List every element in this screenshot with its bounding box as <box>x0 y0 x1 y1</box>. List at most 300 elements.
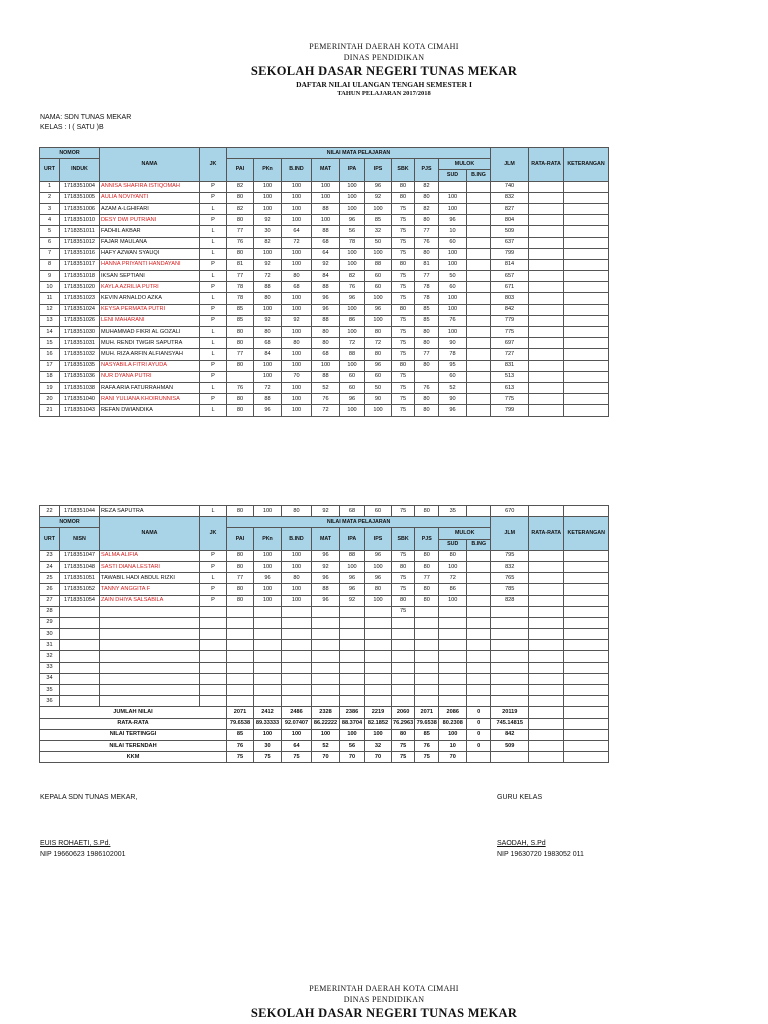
dept-heading-2: DINAS PENDIDIKAN <box>343 995 425 1004</box>
cell-rata-rata <box>529 327 564 338</box>
cell-sud: 100 <box>439 248 467 259</box>
gov-heading: PEMERINTAH DAERAH KOTA CIMAHI <box>309 42 459 51</box>
school-name-label: NAMA: SDN TUNAS MEKAR <box>40 114 132 121</box>
cell-urt: 8 <box>40 259 60 270</box>
cell-bind <box>282 673 312 684</box>
cell-keterangan <box>564 226 609 237</box>
cell-ips: 100 <box>365 595 392 606</box>
cell-sud: 90 <box>439 394 467 405</box>
cell-sbk: 80 <box>392 561 415 572</box>
cell-pjs: 77 <box>415 573 439 584</box>
cell-pjs <box>415 651 439 662</box>
cell-ips: 92 <box>365 192 392 203</box>
col-sud: SUD <box>439 170 467 181</box>
cell-nama: ZAIN DHIYA SALSABILA <box>100 595 200 606</box>
table-row <box>40 606 609 617</box>
cell-sbk: 80 <box>392 192 415 203</box>
cell-ipa: 96 <box>340 573 365 584</box>
cell-urt: 28 <box>40 606 60 617</box>
table-row <box>40 215 609 226</box>
summary-value: 32 <box>365 740 392 751</box>
cell-pai: 77 <box>227 573 254 584</box>
cell-ipa: 82 <box>340 271 365 282</box>
cell-jlm: 670 <box>491 506 529 517</box>
cell-jk <box>200 651 227 662</box>
cell-pjs: 80 <box>415 550 439 561</box>
cell-bing <box>467 304 491 315</box>
cell-ipa <box>340 685 365 696</box>
cell-sud: 100 <box>439 595 467 606</box>
cell-pjs: 80 <box>415 338 439 349</box>
cell-mat: 84 <box>312 271 340 282</box>
cell-ipa: 100 <box>340 304 365 315</box>
cell-bing <box>467 293 491 304</box>
col-mulok: MULOK <box>439 528 491 539</box>
cell-rata-rata <box>529 550 564 561</box>
cell-pjs: 80 <box>415 394 439 405</box>
report-title: DAFTAR NILAI ULANGAN TENGAH SEMESTER I <box>296 80 472 89</box>
cell-induk: 1718351040 <box>60 394 100 405</box>
col-id: INDUK <box>60 159 100 181</box>
summary-value: 80 <box>392 729 415 740</box>
cell-sbk: 80 <box>392 259 415 270</box>
cell-pai: 78 <box>227 293 254 304</box>
cell-mat: 92 <box>312 506 340 517</box>
cell-induk: 1718351018 <box>60 271 100 282</box>
cell-urt: 36 <box>40 696 60 707</box>
cell-induk: 1718351016 <box>60 248 100 259</box>
cell-jk: L <box>200 271 227 282</box>
cell-sbk: 75 <box>392 349 415 360</box>
summary-value: 2328 <box>312 707 340 718</box>
cell-ips <box>365 662 392 673</box>
cell-ips <box>365 640 392 651</box>
cell-keterangan <box>564 696 609 707</box>
cell-keterangan <box>564 685 609 696</box>
cell-sbk: 75 <box>392 573 415 584</box>
cell-nama: TAWABIL HADI ABDUL RIZKI <box>100 573 200 584</box>
cell-pkn: 100 <box>254 506 282 517</box>
cell-jk: P <box>200 304 227 315</box>
cell-nama: LENI MAHARANI <box>100 315 200 326</box>
cell-ipa: 100 <box>340 181 365 192</box>
col-nilai-mata-pelajaran: NILAI MATA PELAJARAN <box>227 517 491 528</box>
summary-value: 75 <box>282 752 312 763</box>
cell-rata-rata <box>529 271 564 282</box>
cell-pjs: 80 <box>415 215 439 226</box>
cell-pai <box>227 629 254 640</box>
cell-jlm <box>491 662 529 673</box>
cell-sbk: 75 <box>392 271 415 282</box>
cell-nama: RAFA ARIA FATURRAHMAN <box>100 382 200 393</box>
cell-pkn: 100 <box>254 595 282 606</box>
cell-induk: 1718351010 <box>60 215 100 226</box>
header-row-1 <box>40 148 609 159</box>
cell-induk: 1718351051 <box>60 573 100 584</box>
cell-sud <box>439 629 467 640</box>
cell-bing <box>467 640 491 651</box>
cell-ipa: 100 <box>340 327 365 338</box>
table-row <box>40 405 609 416</box>
summary-value: 76 <box>227 740 254 751</box>
cell-ipa <box>340 696 365 707</box>
cell-sbk <box>392 651 415 662</box>
cell-keterangan <box>564 360 609 371</box>
cell-bind <box>282 629 312 640</box>
cell-ips: 88 <box>365 259 392 270</box>
cell-bing <box>467 662 491 673</box>
cell-pjs: 80 <box>415 192 439 203</box>
cell-urt: 29 <box>40 617 60 628</box>
cell-mat <box>312 662 340 673</box>
cell-mat <box>312 696 340 707</box>
cell-urt: 31 <box>40 640 60 651</box>
summary-value: 56 <box>340 740 365 751</box>
cell-bind: 64 <box>282 226 312 237</box>
cell-jlm: 832 <box>491 561 529 572</box>
cell-sud <box>439 696 467 707</box>
col-rata-rata: RATA-RATA <box>529 517 564 551</box>
summary-value: 75 <box>227 752 254 763</box>
cell-jlm: 803 <box>491 293 529 304</box>
cell-bing <box>467 673 491 684</box>
summary-jlm: 20119 <box>491 707 529 718</box>
col-sud: SUD <box>439 539 467 550</box>
cell-pkn: 72 <box>254 382 282 393</box>
cell-ipa <box>340 629 365 640</box>
cell-urt: 15 <box>40 338 60 349</box>
cell-rata-rata <box>529 360 564 371</box>
summary-rata-rata <box>529 752 564 763</box>
cell-urt: 22 <box>40 506 60 517</box>
cell-mat: 100 <box>312 360 340 371</box>
cell-rata-rata <box>529 685 564 696</box>
cell-pjs: 82 <box>415 203 439 214</box>
cell-urt: 3 <box>40 203 60 214</box>
cell-jlm <box>491 696 529 707</box>
cell-rata-rata <box>529 282 564 293</box>
cell-pkn: 92 <box>254 259 282 270</box>
cell-jlm <box>491 685 529 696</box>
cell-bing <box>467 629 491 640</box>
cell-sbk: 75 <box>392 405 415 416</box>
summary-row <box>40 740 609 751</box>
cell-ipa: 56 <box>340 226 365 237</box>
cell-sud <box>439 617 467 628</box>
cell-keterangan <box>564 662 609 673</box>
table-row <box>40 673 609 684</box>
cell-nama: FADHIL AKBAR <box>100 226 200 237</box>
cell-sbk: 80 <box>392 360 415 371</box>
cell-jlm: 842 <box>491 304 529 315</box>
cell-nama: HANNA PRIYANTI HANDAYANI <box>100 259 200 270</box>
cell-bing <box>467 371 491 382</box>
cell-pai <box>227 662 254 673</box>
cell-pai: 85 <box>227 315 254 326</box>
cell-jlm <box>491 640 529 651</box>
cell-pkn: 92 <box>254 215 282 226</box>
grade-table-page1 <box>39 147 609 417</box>
cell-sbk: 80 <box>392 304 415 315</box>
cell-ipa: 60 <box>340 371 365 382</box>
cell-urt: 33 <box>40 662 60 673</box>
cell-induk: 1718351011 <box>60 226 100 237</box>
cell-mat <box>312 651 340 662</box>
col-keterangan: KETERANGAN <box>564 517 609 551</box>
cell-nama: MUHAMMAD FIKRI AL GOZALI <box>100 327 200 338</box>
cell-jk: P <box>200 215 227 226</box>
cell-pjs: 77 <box>415 349 439 360</box>
cell-ipa: 96 <box>340 584 365 595</box>
summary-value: 0 <box>467 729 491 740</box>
cell-sud: 60 <box>439 371 467 382</box>
cell-pkn: 30 <box>254 226 282 237</box>
cell-urt: 9 <box>40 271 60 282</box>
cell-pjs <box>415 662 439 673</box>
cell-pkn <box>254 673 282 684</box>
cell-sud: 86 <box>439 584 467 595</box>
cell-pkn: 100 <box>254 561 282 572</box>
summary-label: KKM <box>40 752 227 763</box>
cell-pjs: 81 <box>415 259 439 270</box>
col-id: NISN <box>60 528 100 550</box>
cell-rata-rata <box>529 651 564 662</box>
cell-sud: 35 <box>439 506 467 517</box>
cell-sbk <box>392 685 415 696</box>
summary-rata-rata <box>529 718 564 729</box>
cell-keterangan <box>564 405 609 416</box>
cell-rata-rata <box>529 573 564 584</box>
cell-jlm: 814 <box>491 259 529 270</box>
cell-bing <box>467 215 491 226</box>
cell-mat <box>312 640 340 651</box>
cell-pjs <box>415 696 439 707</box>
headmaster-nip: NIP 19660623 1986102001 <box>40 851 126 858</box>
school-heading-2: SEKOLAH DASAR NEGERI TUNAS MEKAR <box>250 1006 518 1020</box>
cell-sud: 60 <box>439 237 467 248</box>
cell-rata-rata <box>529 673 564 684</box>
grade-table-page2 <box>39 505 609 763</box>
summary-rata-rata <box>529 740 564 751</box>
cell-induk: 1718351032 <box>60 349 100 360</box>
cell-urt: 2 <box>40 192 60 203</box>
cell-urt: 32 <box>40 651 60 662</box>
cell-pkn: 80 <box>254 293 282 304</box>
cell-bind <box>282 640 312 651</box>
cell-ips <box>365 673 392 684</box>
col-urt: URT <box>40 159 60 181</box>
cell-jk <box>200 617 227 628</box>
col-jk: JK <box>200 517 227 551</box>
cell-jk <box>200 629 227 640</box>
cell-pai <box>227 696 254 707</box>
table-row <box>40 338 609 349</box>
cell-ips <box>365 685 392 696</box>
summary-value: 88.3704 <box>340 718 365 729</box>
summary-value: 75 <box>392 740 415 751</box>
cell-keterangan <box>564 293 609 304</box>
cell-nama: MUH. RIZA ARFIN ALFIANSYAH <box>100 349 200 360</box>
cell-nama: NUR DYANA PUTRI <box>100 371 200 382</box>
cell-pjs: 85 <box>415 315 439 326</box>
table-row <box>40 226 609 237</box>
cell-pkn: 84 <box>254 349 282 360</box>
cell-induk: 1718351031 <box>60 338 100 349</box>
cell-keterangan <box>564 606 609 617</box>
cell-jlm: 831 <box>491 360 529 371</box>
cell-ipa <box>340 673 365 684</box>
cell-pkn: 100 <box>254 203 282 214</box>
cell-urt: 11 <box>40 293 60 304</box>
cell-urt: 35 <box>40 685 60 696</box>
cell-jlm: 828 <box>491 595 529 606</box>
cell-bind: 100 <box>282 360 312 371</box>
col-pkn: PKn <box>254 528 282 550</box>
table-row <box>40 561 609 572</box>
cell-pjs <box>415 371 439 382</box>
cell-bind: 100 <box>282 595 312 606</box>
cell-urt: 25 <box>40 573 60 584</box>
cell-pkn <box>254 651 282 662</box>
cell-ipa: 100 <box>340 248 365 259</box>
cell-jlm: 799 <box>491 405 529 416</box>
cell-pjs: 78 <box>415 282 439 293</box>
headmaster-name: EUIS ROHAETI, S.Pd. <box>40 840 111 847</box>
cell-ipa: 76 <box>340 282 365 293</box>
cell-jlm: 765 <box>491 573 529 584</box>
cell-pjs: 77 <box>415 271 439 282</box>
col-nilai-mata-pelajaran: NILAI MATA PELAJARAN <box>227 148 491 159</box>
cell-jlm <box>491 617 529 628</box>
cell-jk: P <box>200 181 227 192</box>
cell-sud: 100 <box>439 259 467 270</box>
cell-jk: L <box>200 293 227 304</box>
cell-bind: 100 <box>282 192 312 203</box>
cell-sbk: 75 <box>392 315 415 326</box>
cell-nama <box>100 640 200 651</box>
cell-jlm: 832 <box>491 192 529 203</box>
cell-ipa: 86 <box>340 315 365 326</box>
cell-pkn <box>254 662 282 673</box>
cell-ips: 50 <box>365 382 392 393</box>
cell-jk: P <box>200 282 227 293</box>
header-row-1 <box>40 517 609 528</box>
cell-sbk: 75 <box>392 215 415 226</box>
cell-rata-rata <box>529 215 564 226</box>
cell-sud: 100 <box>439 561 467 572</box>
cell-keterangan <box>564 315 609 326</box>
cell-pkn: 72 <box>254 271 282 282</box>
cell-sbk: 75 <box>392 584 415 595</box>
summary-value: 70 <box>312 752 340 763</box>
cell-ips <box>365 617 392 628</box>
cell-nama: HAFY AZWAN SYAUQI <box>100 248 200 259</box>
cell-rata-rata <box>529 595 564 606</box>
cell-keterangan <box>564 506 609 517</box>
cell-mat: 88 <box>312 371 340 382</box>
col-pjs: PJS <box>415 528 439 550</box>
cell-bing <box>467 617 491 628</box>
col-mat: MAT <box>312 159 340 181</box>
summary-value: 100 <box>439 729 467 740</box>
cell-jk: L <box>200 382 227 393</box>
summary-value: 30 <box>254 740 282 751</box>
cell-sbk: 75 <box>392 248 415 259</box>
cell-pkn <box>254 606 282 617</box>
col-nomor: NOMOR <box>40 148 100 159</box>
cell-keterangan <box>564 371 609 382</box>
cell-jlm <box>491 629 529 640</box>
cell-pai <box>227 651 254 662</box>
school-year: TAHUN PELAJARAN 2017/2018 <box>337 90 431 97</box>
cell-bind: 68 <box>282 282 312 293</box>
summary-value: 2412 <box>254 707 282 718</box>
cell-sud: 90 <box>439 338 467 349</box>
cell-sud: 78 <box>439 349 467 360</box>
summary-value: 85 <box>227 729 254 740</box>
summary-rata-rata <box>529 729 564 740</box>
cell-sbk: 75 <box>392 226 415 237</box>
cell-bind: 92 <box>282 315 312 326</box>
col-ipa: IPA <box>340 528 365 550</box>
table-row <box>40 293 609 304</box>
cell-bind: 80 <box>282 271 312 282</box>
cell-urt: 23 <box>40 550 60 561</box>
cell-ips: 96 <box>365 360 392 371</box>
cell-jlm: 779 <box>491 315 529 326</box>
cell-sbk <box>392 640 415 651</box>
cell-induk <box>60 685 100 696</box>
gov-heading-2: PEMERINTAH DAERAH KOTA CIMAHI <box>309 984 459 993</box>
cell-sbk <box>392 696 415 707</box>
cell-jlm: 613 <box>491 382 529 393</box>
cell-ipa <box>340 617 365 628</box>
table-row <box>40 304 609 315</box>
cell-pai: 80 <box>227 584 254 595</box>
summary-label: RATA-RATA <box>40 718 227 729</box>
cell-pai: 78 <box>227 282 254 293</box>
cell-jk: L <box>200 405 227 416</box>
cell-pjs <box>415 640 439 651</box>
cell-induk: 1718351054 <box>60 595 100 606</box>
cell-pkn <box>254 640 282 651</box>
table-row <box>40 629 609 640</box>
col-nama: NAMA <box>100 517 200 551</box>
cell-ips: 80 <box>365 349 392 360</box>
summary-jlm: 842 <box>491 729 529 740</box>
cell-rata-rata <box>529 259 564 270</box>
cell-ips: 96 <box>365 550 392 561</box>
cell-ipa: 68 <box>340 506 365 517</box>
cell-jk: L <box>200 237 227 248</box>
table-row <box>40 259 609 270</box>
cell-mat: 68 <box>312 237 340 248</box>
summary-value: 100 <box>340 729 365 740</box>
cell-keterangan <box>564 561 609 572</box>
cell-induk: 1718351047 <box>60 550 100 561</box>
cell-mat: 92 <box>312 561 340 572</box>
school-heading: SEKOLAH DASAR NEGERI TUNAS MEKAR <box>250 64 518 78</box>
cell-rata-rata <box>529 203 564 214</box>
cell-jk <box>200 696 227 707</box>
table-row <box>40 394 609 405</box>
cell-jk: L <box>200 203 227 214</box>
summary-label: JUMLAH NILAI <box>40 707 227 718</box>
cell-rata-rata <box>529 584 564 595</box>
cell-bind: 100 <box>282 327 312 338</box>
cell-mat: 72 <box>312 405 340 416</box>
col-pai: PAI <box>227 528 254 550</box>
